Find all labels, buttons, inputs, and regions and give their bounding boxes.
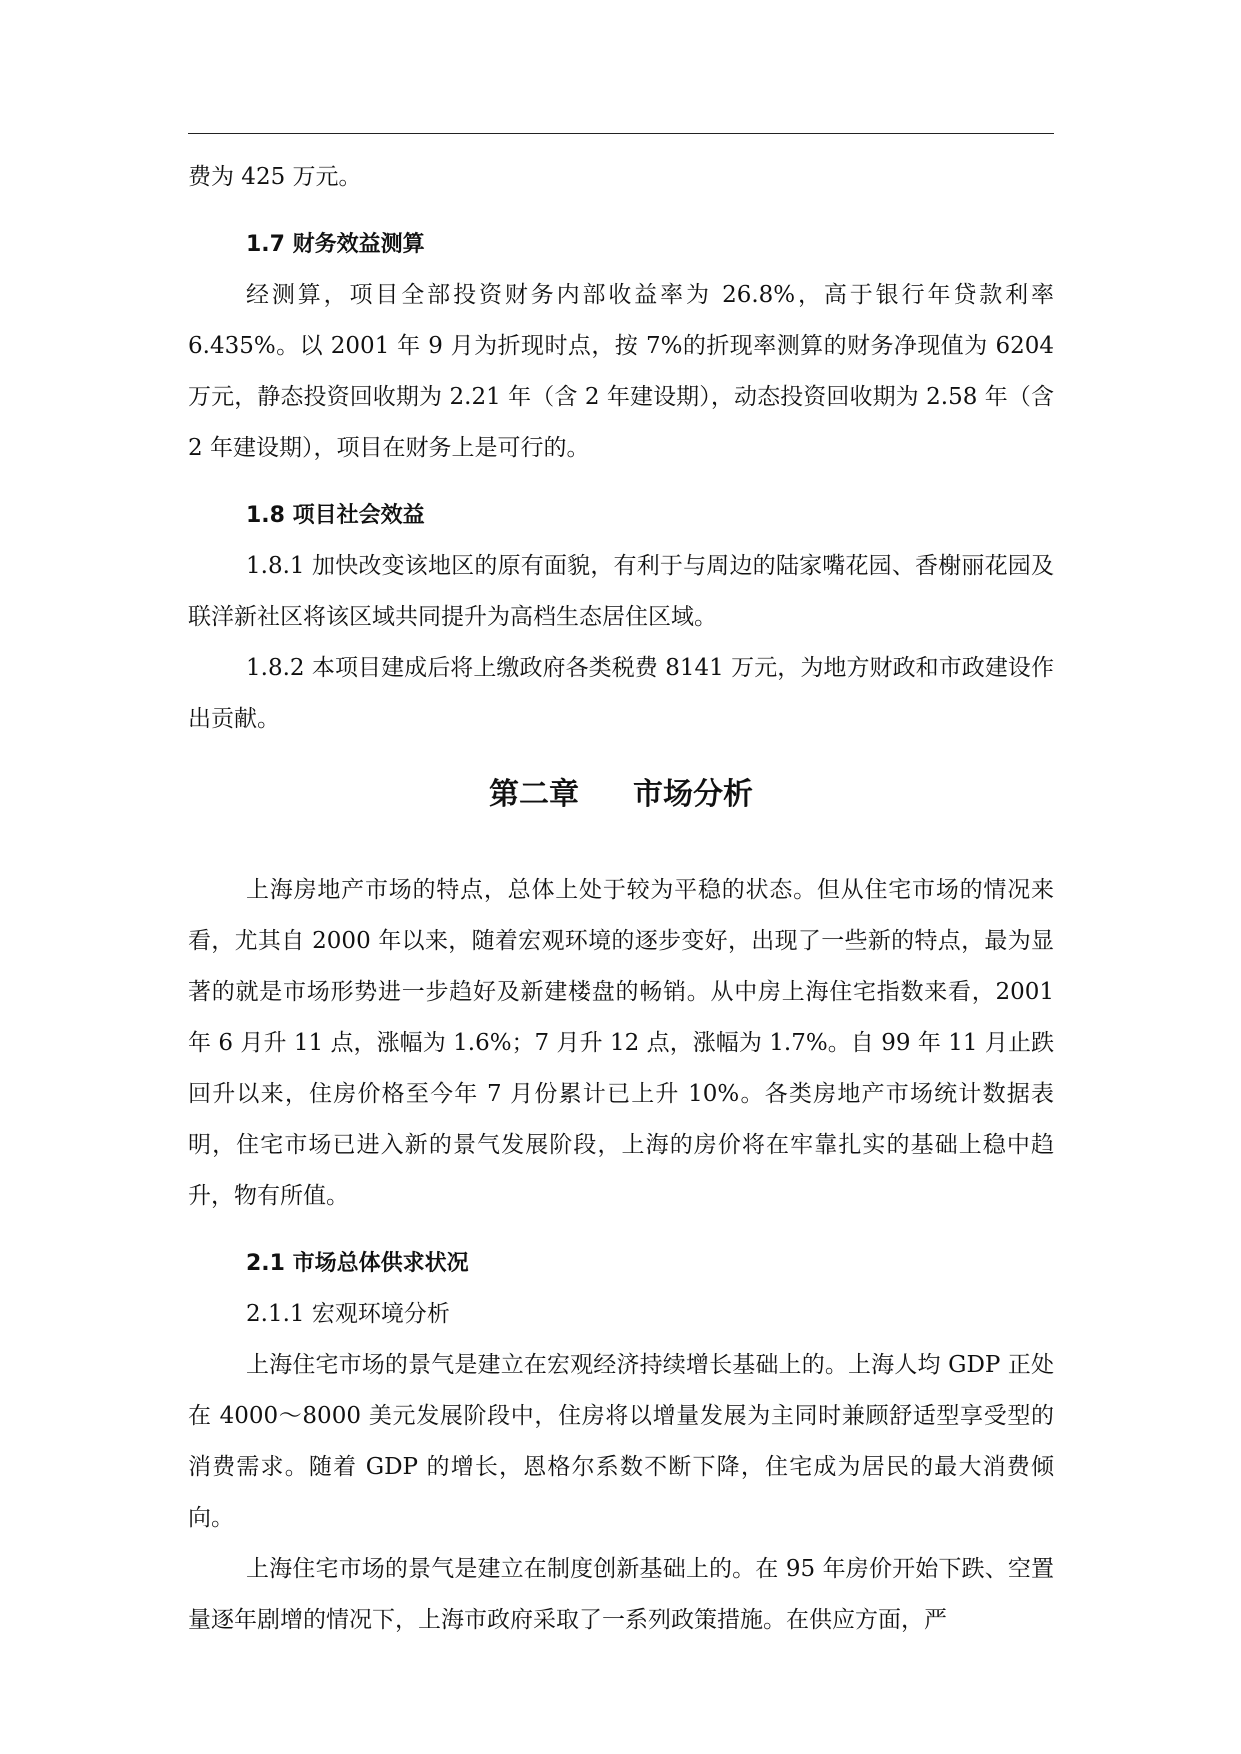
section-2-1-1-paragraph-1: 上海住宅市场的景气是建立在宏观经济持续增长基础上的。上海人均 GDP 正处在 4000～8000 美元发展阶段中，住房将以增量发展为主同时兼顾舒适型享受型的消费需求。随着 GDP 的增长，恩格尔系数不断下降，住宅成为居民的最大消费倾向。 (188, 1352, 1054, 1531)
section-1-7-body: 经测算，项目全部投资财务内部收益率为 26.8%，高于银行年贷款利率 6.435%。以 2001 年 9 月为折现时点，按 7%的折现率测算的财务净现值为 6204 万元，静态投资回收期为 2.21 年（含 2 年建设期），动态投资回收期为 2.58 年（含 2 年建设期），项目在财务上是可行的。 (188, 282, 1054, 461)
chapter-number: 第二章 (489, 777, 579, 812)
subsection-heading-2-1-1: 2.1.1 宏观环境分析 (246, 1301, 450, 1327)
section-heading-1-8: 1.8 项目社会效益 (246, 503, 425, 528)
section-1-8-2-body: 1.8.2 本项目建成后将上缴政府各类税费 8141 万元，为地方财政和市政建设作出贡献。 (188, 655, 1054, 732)
section-heading-1-7: 1.7 财务效益测算 (246, 232, 425, 257)
section-heading-2-1: 2.1 市场总体供求状况 (246, 1251, 469, 1276)
page-body (188, 152, 1054, 1646)
chapter-2-intro: 上海房地产市场的特点，总体上处于较为平稳的状态。但从住宅市场的情况来看，尤其自 2000 年以来，随着宏观环境的逐步变好，出现了一些新的特点，最为显著的就是市场形势进一步趋好及新建楼盘的畅销。从中房上海住宅指数来看，2001 年 6 月升 11 点，涨幅为 1.6%；7 月升 12 点，涨幅为 1.7%。自 99 年 11 月止跌回升以来，住房价格至今年 7 月份累计已上升 10%。各类房地产市场统计数据表明，住宅市场已进入新的景气发展阶段，上海的房价将在牢靠扎实的基础上稳中趋升，物有所值。 (188, 877, 1054, 1209)
section-2-1-1-paragraph-2: 上海住宅市场的景气是建立在制度创新基础上的。在 95 年房价开始下跌、空置量逐年剧增的情况下，上海市政府采取了一系列政策措施。在供应方面，严 (188, 1556, 1054, 1633)
header-rule (188, 133, 1054, 134)
chapter-title: 市场分析 (633, 777, 753, 812)
chapter-heading (188, 767, 1054, 823)
continuation-paragraph: 费为 425 万元。 (188, 164, 362, 190)
section-1-8-1-body: 1.8.1 加快改变该地区的原有面貌，有利于与周边的陆家嘴花园、香榭丽花园及联洋新社区将该区域共同提升为高档生态居住区域。 (188, 553, 1054, 630)
